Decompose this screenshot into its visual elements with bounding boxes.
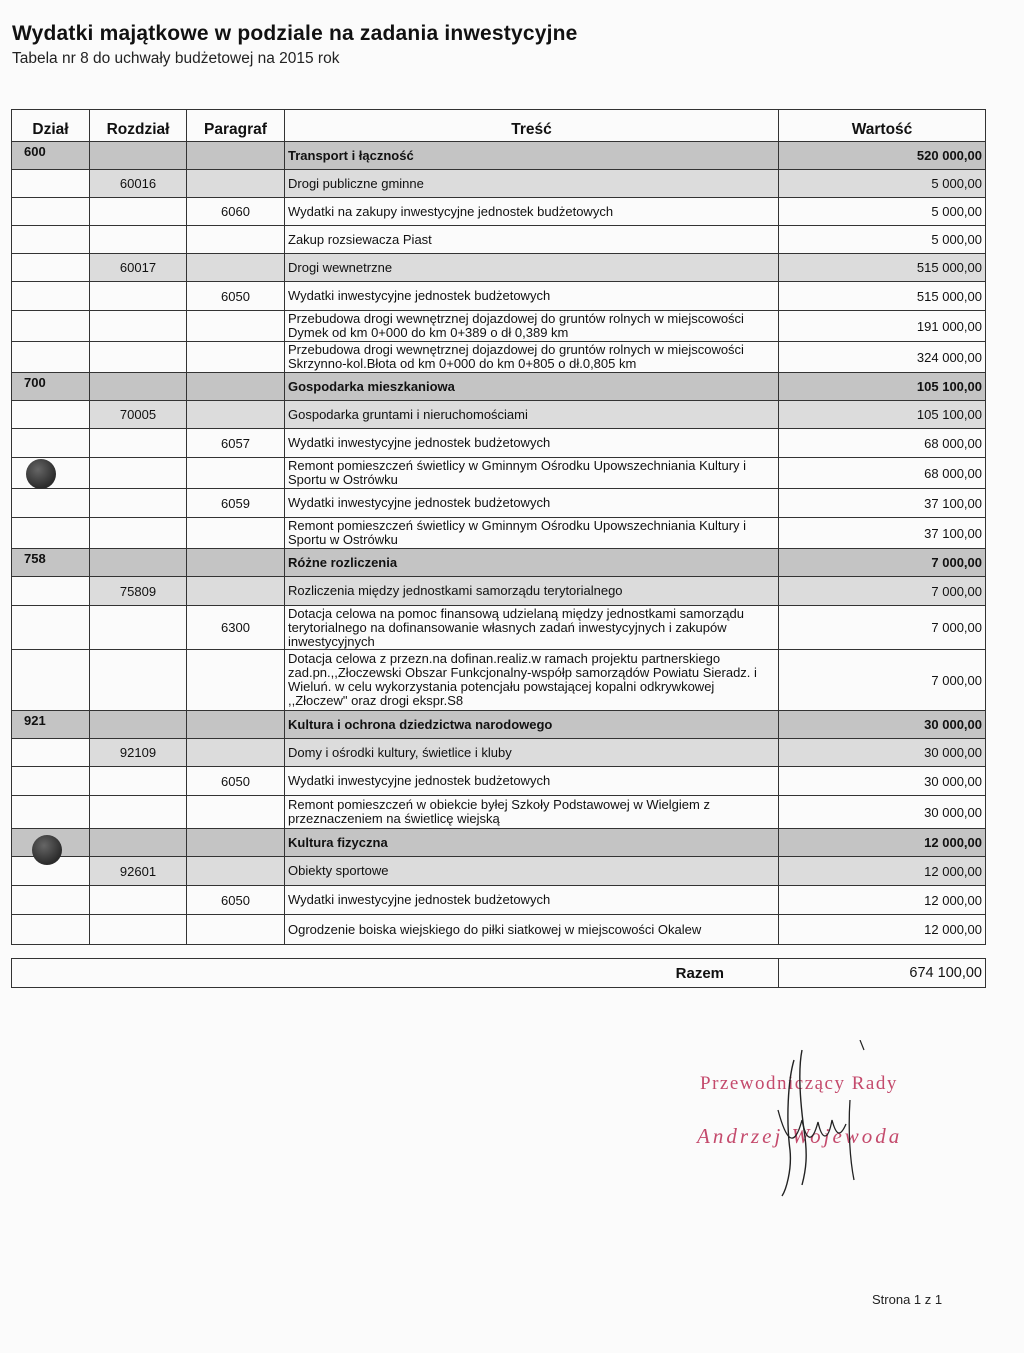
tresc-cell: Różne rozliczenia [285,549,779,577]
wartosc-cell: 191 000,00 [779,311,986,342]
dzial-cell [12,915,90,945]
tresc-cell: Wydatki inwestycyjne jednostek budżetowych [285,767,779,796]
table-row-zadanie [12,796,986,829]
table-row-paragraf [12,282,986,311]
tresc-cell: Wydatki inwestycyjne jednostek budżetowych [285,886,779,915]
tresc-cell: Wydatki inwestycyjne jednostek budżetowych [285,282,779,311]
rozdzial-cell [90,226,187,254]
total-label: Razem [12,959,779,988]
rozdzial-cell [90,796,187,829]
column-header: Rozdział [90,110,187,142]
rozdzial-cell [90,342,187,373]
total-row [12,959,986,988]
dzial-cell [12,606,90,650]
paragraf-cell [187,796,285,829]
rozdzial-cell [90,915,187,945]
rozdzial-cell [90,829,187,857]
paragraf-cell [187,857,285,886]
wartosc-cell: 324 000,00 [779,342,986,373]
wartosc-cell: 12 000,00 [779,915,986,945]
rozdzial-cell [90,767,187,796]
page-title: Wydatki majątkowe w podziale na zadania inwestycyjne [12,22,578,45]
table-row-dzial [12,829,986,857]
rozdzial-cell [90,518,187,549]
table-row-zadanie [12,226,986,254]
rozdzial-cell: 92601 [90,857,187,886]
dzial-cell [12,401,90,429]
dzial-cell: 700 [12,373,90,401]
table-row-zadanie [12,915,986,945]
paragraf-cell [187,142,285,170]
rozdzial-cell: 75809 [90,577,187,606]
paragraf-cell: 6060 [187,198,285,226]
tresc-cell: Zakup rozsiewacza Piast [285,226,779,254]
paragraf-cell [187,518,285,549]
paragraf-cell [187,829,285,857]
paragraf-cell: 6059 [187,489,285,518]
tresc-cell: Wydatki na zakupy inwestycyjne jednostek budżetowych [285,198,779,226]
table-row-dzial [12,142,986,170]
rozdzial-cell [90,489,187,518]
tresc-cell: Obiekty sportowe [285,857,779,886]
dzial-cell [12,311,90,342]
page-subtitle: Tabela nr 8 do uchwały budżetowej na 2015 rok [12,50,340,67]
wartosc-cell: 12 000,00 [779,886,986,915]
tresc-cell: Przebudowa drogi wewnętrznej dojazdowej do gruntów rolnych w miejscowości Dymek od km 0+000 do km 0+389 o dł 0,389 km [285,311,779,342]
dzial-cell [12,429,90,458]
paragraf-cell [187,373,285,401]
tresc-cell: Gospodarka mieszkaniowa [285,373,779,401]
rozdzial-cell: 70005 [90,401,187,429]
wartosc-cell: 37 100,00 [779,518,986,549]
tresc-cell: Kultura i ochrona dziedzictwa narodowego [285,711,779,739]
table-row-rozdzial [12,857,986,886]
wartosc-cell: 7 000,00 [779,549,986,577]
tresc-cell: Wydatki inwestycyjne jednostek budżetowych [285,489,779,518]
dzial-cell [12,518,90,549]
dzial-cell [12,198,90,226]
wartosc-cell: 68 000,00 [779,429,986,458]
rozdzial-cell [90,549,187,577]
tresc-cell: Dotacja celowa na pomoc finansową udzielaną między jednostkami samorządu terytorialnego na dofinansowanie własnych zadań inwestycyjnych i zakupów inwestycyjnych [285,606,779,650]
dzial-cell [12,739,90,767]
table-row-paragraf [12,606,986,650]
total-value: 674 100,00 [779,959,986,988]
paragraf-cell [187,458,285,489]
table-row-paragraf [12,886,986,915]
wartosc-cell: 37 100,00 [779,489,986,518]
table-row-paragraf [12,429,986,458]
table-row-zadanie [12,518,986,549]
wartosc-cell: 520 000,00 [779,142,986,170]
column-header: Wartość [779,110,986,142]
rozdzial-cell [90,429,187,458]
rozdzial-cell [90,650,187,711]
table-row-dzial [12,549,986,577]
signature-icon [690,1040,880,1200]
tresc-cell: Remont pomieszczeń świetlicy w Gminnym Ośrodku Upowszechniania Kultury i Sportu w Ostrówku [285,518,779,549]
dzial-cell [12,170,90,198]
paragraf-cell: 6300 [187,606,285,650]
tresc-cell: Rozliczenia między jednostkami samorządu terytorialnego [285,577,779,606]
dzial-cell [12,767,90,796]
paragraf-cell [187,170,285,198]
paragraf-cell [187,226,285,254]
dzial-cell [12,577,90,606]
page-number: Strona 1 z 1 [872,1292,943,1307]
total-table [11,958,986,988]
paragraf-cell [187,254,285,282]
column-header: Paragraf [187,110,285,142]
wartosc-cell: 7 000,00 [779,606,986,650]
wartosc-cell: 515 000,00 [779,282,986,311]
paragraf-cell: 6050 [187,767,285,796]
tresc-cell: Drogi wewnetrzne [285,254,779,282]
rozdzial-cell [90,373,187,401]
paragraf-cell [187,739,285,767]
dzial-cell: 921 [12,711,90,739]
rozdzial-cell: 60017 [90,254,187,282]
paragraf-cell: 6057 [187,429,285,458]
dzial-cell [12,489,90,518]
rozdzial-cell [90,198,187,226]
table-row-zadanie [12,650,986,711]
wartosc-cell: 30 000,00 [779,711,986,739]
paragraf-cell: 6050 [187,282,285,311]
tresc-cell: Transport i łączność [285,142,779,170]
table-row-rozdzial [12,254,986,282]
wartosc-cell: 30 000,00 [779,739,986,767]
dzial-cell: 600 [12,142,90,170]
table-row-zadanie [12,311,986,342]
paragraf-cell [187,577,285,606]
wartosc-cell: 30 000,00 [779,767,986,796]
dzial-cell [12,796,90,829]
table-row-rozdzial [12,577,986,606]
paragraf-cell [187,711,285,739]
table-body [12,142,986,945]
wartosc-cell: 68 000,00 [779,458,986,489]
dzial-cell [12,282,90,311]
column-header: Dział [12,110,90,142]
paragraf-cell [187,311,285,342]
tresc-cell: Przebudowa drogi wewnętrznej dojazdowej do gruntów rolnych w miejscowości Skrzynno-kol.Błota od km 0+000 do km 0+805 o dł.0,805 km [285,342,779,373]
dzial-cell [12,342,90,373]
wartosc-cell: 30 000,00 [779,796,986,829]
dzial-cell: 758 [12,549,90,577]
column-header: Treść [285,110,779,142]
paragraf-cell [187,401,285,429]
rozdzial-cell [90,886,187,915]
table-row-zadanie [12,458,986,489]
table-row-paragraf [12,767,986,796]
tresc-cell: Gospodarka gruntami i nieruchomościami [285,401,779,429]
paragraf-cell: 6050 [187,886,285,915]
paragraf-cell [187,650,285,711]
table-row-rozdzial [12,170,986,198]
tresc-cell: Kultura fizyczna [285,829,779,857]
rozdzial-cell [90,711,187,739]
paragraf-cell [187,549,285,577]
tresc-cell: Ogrodzenie boiska wiejskiego do piłki siatkowej w miejscowości Okalew [285,915,779,945]
table-row-rozdzial [12,739,986,767]
rozdzial-cell [90,606,187,650]
punch-hole-icon [26,459,56,489]
paragraf-cell [187,915,285,945]
tresc-cell: Remont pomieszczeń świetlicy w Gminnym Ośrodku Upowszechniania Kultury i Sportu w Ostrówku [285,458,779,489]
table-row-rozdzial [12,401,986,429]
expenditure-table [11,109,986,945]
table-row-paragraf [12,198,986,226]
wartosc-cell: 5 000,00 [779,226,986,254]
rozdzial-cell [90,142,187,170]
table-row-zadanie [12,342,986,373]
wartosc-cell: 105 100,00 [779,401,986,429]
stamp-title: Przewodniczący Rady [700,1073,898,1094]
dzial-cell [12,254,90,282]
wartosc-cell: 12 000,00 [779,829,986,857]
wartosc-cell: 12 000,00 [779,857,986,886]
wartosc-cell: 7 000,00 [779,577,986,606]
table-row-paragraf [12,489,986,518]
rozdzial-cell: 60016 [90,170,187,198]
paragraf-cell [187,342,285,373]
table-row-dzial [12,711,986,739]
tresc-cell: Drogi publiczne gminne [285,170,779,198]
wartosc-cell: 7 000,00 [779,650,986,711]
tresc-cell: Wydatki inwestycyjne jednostek budżetowych [285,429,779,458]
rozdzial-cell [90,458,187,489]
table-row-dzial [12,373,986,401]
wartosc-cell: 5 000,00 [779,198,986,226]
rozdzial-cell [90,282,187,311]
wartosc-cell: 515 000,00 [779,254,986,282]
rozdzial-cell [90,311,187,342]
tresc-cell: Remont pomieszczeń w obiekcie byłej Szkoły Podstawowej w Wielgiem z przeznaczeniem na świetlicę wiejską [285,796,779,829]
punch-hole-icon [32,835,62,865]
wartosc-cell: 5 000,00 [779,170,986,198]
table-header-row [12,110,986,142]
stamp-name: Andrzej Wojewoda [697,1124,903,1148]
dzial-cell [12,886,90,915]
wartosc-cell: 105 100,00 [779,373,986,401]
tresc-cell: Dotacja celowa z przezn.na dofinan.realiz.w ramach projektu partnerskiego zad.pn.,,Złoczewski Obszar Funkcjonalny-współp samorządów Powiatu Sieradz. i Wieluń. w celu wykorzystania potencjału powstającej kopalni odkrywkowej ,,Złoczew" oraz drogi ekspr.S8 [285,650,779,711]
dzial-cell [12,650,90,711]
dzial-cell [12,226,90,254]
rozdzial-cell: 92109 [90,739,187,767]
tresc-cell: Domy i ośrodki kultury, świetlice i kluby [285,739,779,767]
